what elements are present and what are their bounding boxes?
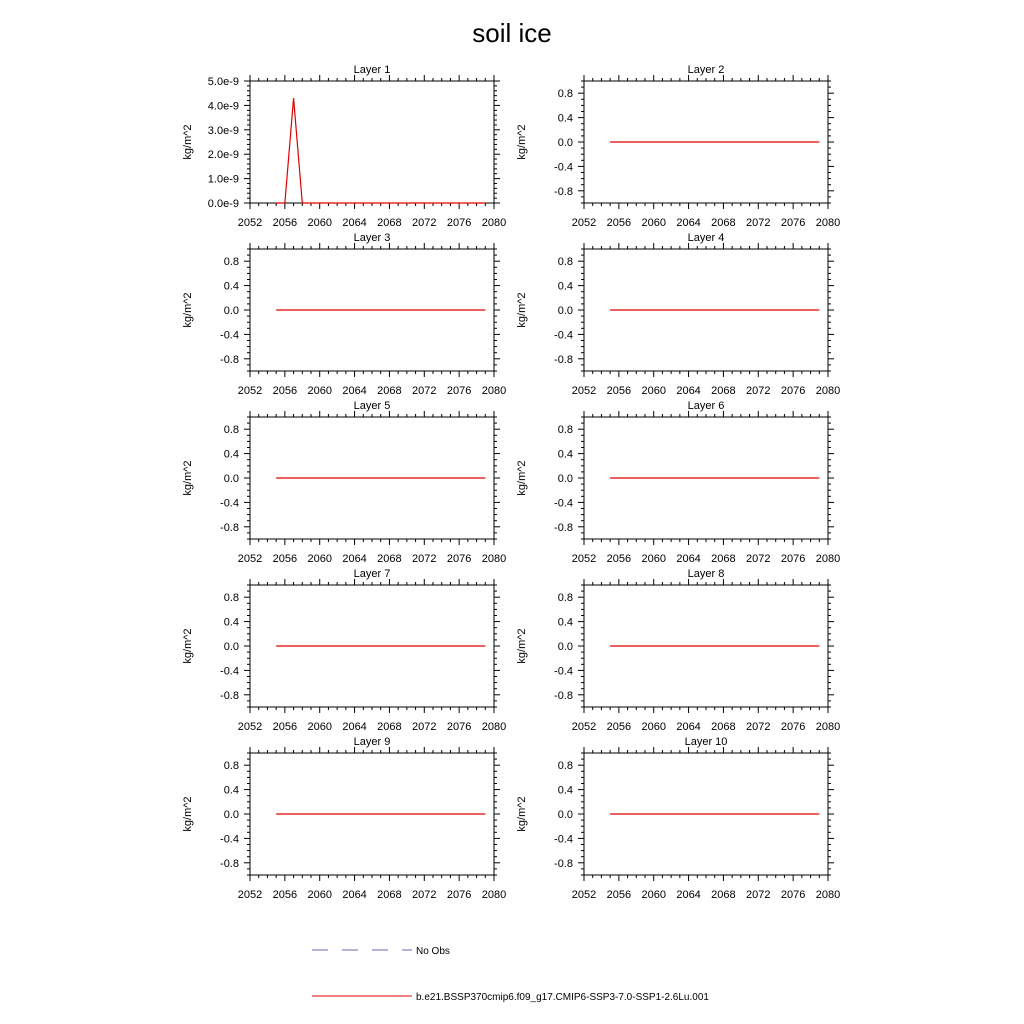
x-tick-label: 2064 — [342, 385, 367, 397]
x-tick-label: 2080 — [481, 553, 507, 565]
y-tick-label: 0.8 — [557, 592, 573, 605]
x-tick-label: 2072 — [746, 385, 771, 397]
x-tick-label: 2056 — [606, 385, 632, 397]
x-tick-label: 2064 — [342, 721, 367, 733]
x-tick-label: 2068 — [711, 385, 736, 397]
x-tick-label: 2076 — [780, 553, 806, 565]
y-tick-label: 0.8 — [223, 592, 239, 605]
y-tick-label: 2.0e-9 — [207, 149, 239, 162]
x-tick-label: 2060 — [307, 721, 332, 733]
x-tick-label: 2072 — [412, 217, 437, 229]
y-tick-label: 0.0e-9 — [207, 198, 239, 210]
x-tick-label: 2060 — [641, 889, 666, 901]
x-tick-label: 2072 — [412, 385, 437, 397]
y-tick-label: 3.0e-9 — [207, 124, 239, 137]
y-tick-label: 0.0 — [223, 641, 239, 653]
x-tick-label: 2072 — [412, 889, 437, 901]
x-tick-label: 2056 — [272, 721, 298, 733]
y-tick-label: -0.4 — [220, 833, 239, 846]
x-tick-label: 2052 — [571, 721, 597, 733]
x-tick-label: 2056 — [606, 553, 632, 565]
panel-layer-4-title: Layer 4 — [687, 232, 725, 244]
y-tick-label: 0.4 — [557, 280, 573, 293]
panel-layer-4 — [516, 232, 840, 397]
y-tick-label: -0.8 — [554, 857, 573, 870]
panel-layer-6-title: Layer 6 — [687, 400, 725, 412]
y-tick-label: 0.0 — [557, 305, 573, 317]
panel-grid — [182, 64, 840, 901]
y-tick-label: 0.8 — [557, 760, 573, 773]
legend-label-2: b.e21.BSSP370cmip6.f09_g17.CMIP6-SSP3-7.0-SSP1-2.6Lu.001 — [416, 992, 709, 1003]
x-tick-label: 2056 — [606, 889, 632, 901]
y-tick-label: -0.8 — [554, 185, 573, 198]
panel-layer-3-ylabel: kg/m^2 — [182, 292, 194, 328]
y-tick-label: -0.8 — [554, 521, 573, 534]
x-tick-label: 2076 — [446, 385, 472, 397]
y-tick-label: 0.0 — [557, 137, 573, 149]
x-tick-label: 2060 — [307, 385, 332, 397]
y-tick-label: -0.8 — [220, 689, 239, 702]
x-tick-label: 2068 — [711, 889, 736, 901]
x-tick-label: 2064 — [676, 721, 701, 733]
x-tick-label: 2052 — [571, 217, 597, 229]
x-tick-label: 2052 — [237, 217, 263, 229]
y-tick-label: -0.4 — [220, 329, 239, 342]
x-tick-label: 2052 — [237, 385, 263, 397]
y-tick-label: 0.0 — [223, 305, 239, 317]
x-tick-label: 2080 — [481, 889, 507, 901]
panel-layer-10-title: Layer 10 — [684, 736, 728, 748]
x-tick-label: 2068 — [377, 385, 402, 397]
y-tick-label: -0.4 — [554, 833, 573, 846]
x-tick-label: 2076 — [446, 217, 472, 229]
x-tick-label: 2060 — [307, 553, 332, 565]
y-tick-label: 0.8 — [223, 256, 239, 269]
x-tick-label: 2056 — [272, 889, 298, 901]
panel-layer-5-ylabel: kg/m^2 — [182, 460, 194, 496]
panel-layer-4-ylabel: kg/m^2 — [516, 292, 528, 328]
panel-layer-1-title: Layer 1 — [353, 64, 391, 76]
x-tick-label: 2060 — [307, 217, 332, 229]
legend — [312, 946, 709, 1003]
x-tick-label: 2064 — [342, 889, 367, 901]
x-tick-label: 2076 — [446, 889, 472, 901]
legend-label-1: No Obs — [416, 946, 450, 957]
y-tick-label: -0.8 — [220, 521, 239, 534]
x-tick-label: 2080 — [815, 553, 841, 565]
x-tick-label: 2076 — [446, 553, 472, 565]
y-tick-label: 0.8 — [223, 760, 239, 773]
panel-layer-2-ylabel: kg/m^2 — [516, 124, 528, 160]
y-tick-label: 0.0 — [557, 473, 573, 485]
y-tick-label: -0.4 — [554, 329, 573, 342]
y-tick-label: 0.0 — [557, 809, 573, 821]
y-tick-label: 0.4 — [223, 280, 239, 293]
x-tick-label: 2068 — [377, 721, 402, 733]
x-tick-label: 2076 — [780, 721, 806, 733]
y-tick-label: -0.4 — [554, 161, 573, 174]
x-tick-label: 2056 — [272, 553, 298, 565]
panel-layer-9-title: Layer 9 — [353, 736, 391, 748]
x-tick-label: 2076 — [780, 217, 806, 229]
y-tick-label: 0.4 — [223, 448, 239, 461]
y-tick-label: 0.4 — [557, 784, 573, 797]
panel-layer-2-title: Layer 2 — [687, 64, 725, 76]
x-tick-label: 2068 — [711, 553, 736, 565]
y-tick-label: -0.8 — [220, 353, 239, 366]
panel-layer-7-ylabel: kg/m^2 — [182, 628, 194, 664]
y-tick-label: -0.4 — [554, 497, 573, 510]
panel-layer-8-title: Layer 8 — [687, 568, 725, 580]
y-tick-label: 0.8 — [223, 424, 239, 437]
panel-layer-10 — [516, 736, 840, 901]
panel-layer-5 — [182, 400, 506, 565]
y-tick-label: -0.4 — [220, 497, 239, 510]
x-tick-label: 2072 — [746, 553, 771, 565]
y-tick-label: -0.8 — [554, 353, 573, 366]
panel-layer-6 — [516, 400, 840, 565]
x-tick-label: 2056 — [606, 721, 632, 733]
x-tick-label: 2064 — [676, 385, 701, 397]
x-tick-label: 2072 — [412, 553, 437, 565]
x-tick-label: 2060 — [641, 217, 666, 229]
x-tick-label: 2080 — [815, 217, 841, 229]
panel-layer-5-title: Layer 5 — [353, 400, 391, 412]
x-tick-label: 2060 — [641, 721, 666, 733]
x-tick-label: 2060 — [307, 889, 332, 901]
y-tick-label: 0.0 — [223, 473, 239, 485]
x-tick-label: 2052 — [571, 385, 597, 397]
x-tick-label: 2076 — [780, 889, 806, 901]
x-tick-label: 2052 — [237, 889, 263, 901]
x-tick-label: 2064 — [676, 553, 701, 565]
x-tick-label: 2076 — [446, 721, 472, 733]
y-tick-label: 4.0e-9 — [207, 100, 239, 113]
x-tick-label: 2064 — [676, 889, 701, 901]
x-tick-label: 2056 — [606, 217, 632, 229]
x-tick-label: 2068 — [377, 889, 402, 901]
panel-layer-7 — [182, 568, 506, 733]
x-tick-label: 2064 — [342, 217, 367, 229]
y-tick-label: 0.8 — [557, 424, 573, 437]
y-tick-label: 1.0e-9 — [207, 173, 239, 186]
x-tick-label: 2052 — [237, 721, 263, 733]
x-tick-label: 2068 — [377, 553, 402, 565]
panel-layer-1-y-ticks — [244, 81, 500, 203]
x-tick-label: 2080 — [815, 385, 841, 397]
y-tick-label: 0.4 — [557, 112, 573, 125]
y-tick-label: 0.4 — [223, 616, 239, 629]
panel-layer-1-ylabel: kg/m^2 — [182, 124, 194, 160]
panel-layer-3-title: Layer 3 — [353, 232, 391, 244]
x-tick-label: 2080 — [481, 385, 507, 397]
y-tick-label: 0.8 — [557, 256, 573, 269]
figure-title: soil ice — [472, 18, 552, 48]
panel-layer-10-ylabel: kg/m^2 — [516, 796, 528, 832]
x-tick-label: 2080 — [815, 721, 841, 733]
x-tick-label: 2072 — [412, 721, 437, 733]
y-tick-label: 0.4 — [557, 448, 573, 461]
x-tick-label: 2076 — [780, 385, 806, 397]
y-tick-label: -0.8 — [220, 857, 239, 870]
x-tick-label: 2060 — [641, 553, 666, 565]
x-tick-label: 2080 — [815, 889, 841, 901]
panel-layer-1-series-line — [276, 98, 485, 203]
x-tick-label: 2068 — [711, 217, 736, 229]
x-tick-label: 2064 — [342, 553, 367, 565]
x-tick-label: 2052 — [571, 889, 597, 901]
y-tick-label: 0.4 — [223, 784, 239, 797]
x-tick-label: 2064 — [676, 217, 701, 229]
panel-layer-8 — [516, 568, 840, 733]
x-tick-label: 2052 — [237, 553, 263, 565]
y-tick-label: 0.4 — [557, 616, 573, 629]
y-tick-label: 5.0e-9 — [207, 76, 239, 88]
panel-layer-3 — [182, 232, 506, 397]
x-tick-label: 2056 — [272, 217, 298, 229]
x-tick-label: 2080 — [481, 721, 507, 733]
y-tick-label: 0.0 — [557, 641, 573, 653]
x-tick-label: 2080 — [481, 217, 507, 229]
x-tick-label: 2072 — [746, 721, 771, 733]
x-tick-label: 2056 — [272, 385, 298, 397]
x-tick-label: 2060 — [641, 385, 666, 397]
y-tick-label: 0.8 — [557, 88, 573, 101]
panel-layer-6-ylabel: kg/m^2 — [516, 460, 528, 496]
x-tick-label: 2072 — [746, 889, 771, 901]
x-tick-label: 2068 — [711, 721, 736, 733]
y-tick-label: -0.4 — [554, 665, 573, 678]
x-tick-label: 2052 — [571, 553, 597, 565]
x-tick-label: 2068 — [377, 217, 402, 229]
y-tick-label: 0.0 — [223, 809, 239, 821]
panel-layer-7-title: Layer 7 — [353, 568, 391, 580]
panel-layer-2 — [516, 64, 840, 229]
y-tick-label: -0.8 — [554, 689, 573, 702]
y-tick-label: -0.4 — [220, 665, 239, 678]
panel-layer-1 — [182, 64, 506, 229]
panel-layer-9 — [182, 736, 506, 901]
panel-layer-8-ylabel: kg/m^2 — [516, 628, 528, 664]
x-tick-label: 2072 — [746, 217, 771, 229]
panel-layer-9-ylabel: kg/m^2 — [182, 796, 194, 832]
